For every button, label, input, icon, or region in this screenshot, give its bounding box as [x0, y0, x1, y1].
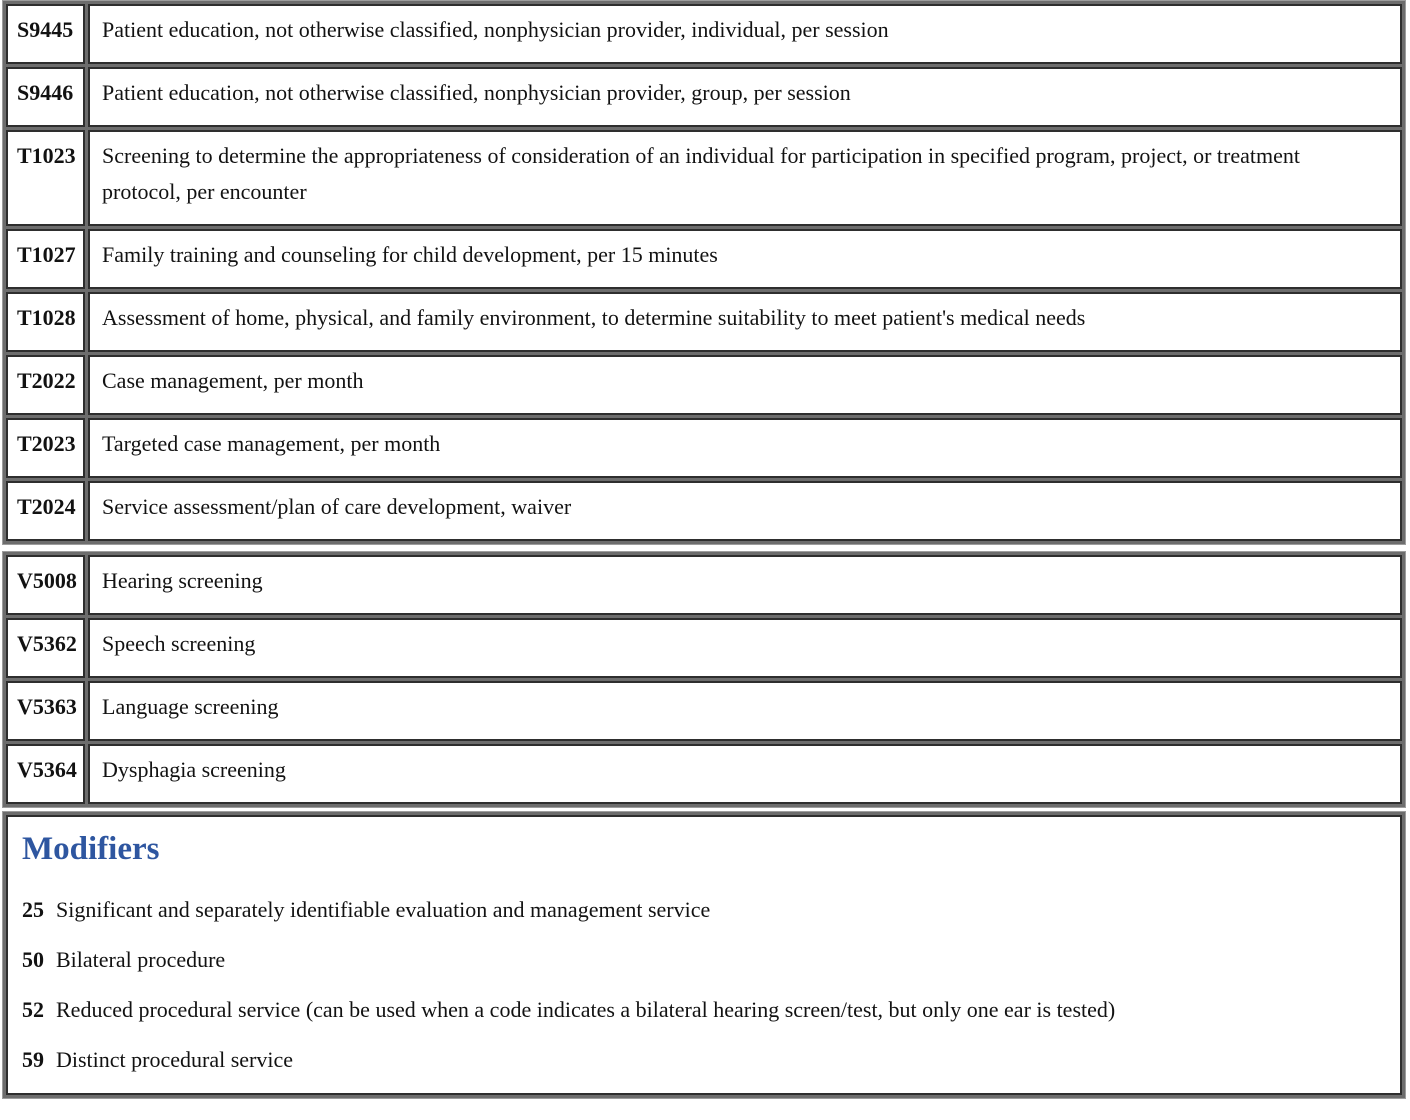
- description-cell: Service assessment/plan of care development, waiver: [88, 481, 1402, 541]
- description-cell: Targeted case management, per month: [88, 418, 1402, 478]
- description-cell: Hearing screening: [88, 555, 1402, 615]
- modifier-code: 50: [22, 947, 44, 972]
- description-cell: Patient education, not otherwise classified, nonphysician provider, group, per session: [88, 67, 1402, 127]
- modifier-description: Bilateral procedure: [56, 947, 226, 972]
- description-cell: Assessment of home, physical, and family environment, to determine suitability to meet patient's medical needs: [88, 292, 1402, 352]
- screening-codes-table: [2, 551, 1406, 808]
- table-row: [6, 67, 1402, 127]
- description-cell: Language screening: [88, 681, 1402, 741]
- code-cell: T1027: [6, 229, 85, 289]
- modifiers-heading: Modifiers: [22, 831, 160, 867]
- modifier-item: [22, 885, 1384, 935]
- table-row: [6, 355, 1402, 415]
- table-row: [6, 130, 1402, 226]
- table-row: [6, 555, 1402, 615]
- code-cell: T1023: [6, 130, 85, 226]
- table-row: [6, 481, 1402, 541]
- modifier-item: [22, 1035, 1384, 1085]
- hcpcs-codes-table: [2, 0, 1406, 545]
- table-row: [6, 681, 1402, 741]
- description-cell: Case management, per month: [88, 355, 1402, 415]
- code-cell: T1028: [6, 292, 85, 352]
- modifiers-section: [2, 811, 1406, 1099]
- table-row: [6, 418, 1402, 478]
- code-cell: S9445: [6, 4, 85, 64]
- table-row: [6, 815, 1402, 1095]
- code-cell: T2022: [6, 355, 85, 415]
- code-cell: T2024: [6, 481, 85, 541]
- modifier-code: 59: [22, 1047, 44, 1072]
- table-row: [6, 744, 1402, 804]
- table-row: [6, 292, 1402, 352]
- modifier-description: Distinct procedural service: [56, 1047, 294, 1072]
- modifier-description: Significant and separately identifiable evaluation and management service: [56, 897, 711, 922]
- description-cell: Patient education, not otherwise classified, nonphysician provider, individual, per session: [88, 4, 1402, 64]
- code-cell: V5008: [6, 555, 85, 615]
- description-cell: Dysphagia screening: [88, 744, 1402, 804]
- modifier-item: [22, 985, 1384, 1035]
- description-cell: Family training and counseling for child development, per 15 minutes: [88, 229, 1402, 289]
- table-row: [6, 618, 1402, 678]
- code-cell: V5362: [6, 618, 85, 678]
- modifier-item: [22, 935, 1384, 985]
- table-row: [6, 229, 1402, 289]
- modifier-code: 52: [22, 997, 44, 1022]
- code-cell: V5363: [6, 681, 85, 741]
- description-cell: Screening to determine the appropriateness of consideration of an individual for participation in specified program, project, or treatment protocol, per encounter: [88, 130, 1402, 226]
- modifier-description: Reduced procedural service (can be used when a code indicates a bilateral hearing screen/test, but only one ear is tested): [56, 997, 1116, 1022]
- code-cell: T2023: [6, 418, 85, 478]
- code-cell: S9446: [6, 67, 85, 127]
- modifiers-cell: [6, 815, 1402, 1095]
- modifier-code: 25: [22, 897, 44, 922]
- code-cell: V5364: [6, 744, 85, 804]
- table-row: [6, 4, 1402, 64]
- description-cell: Speech screening: [88, 618, 1402, 678]
